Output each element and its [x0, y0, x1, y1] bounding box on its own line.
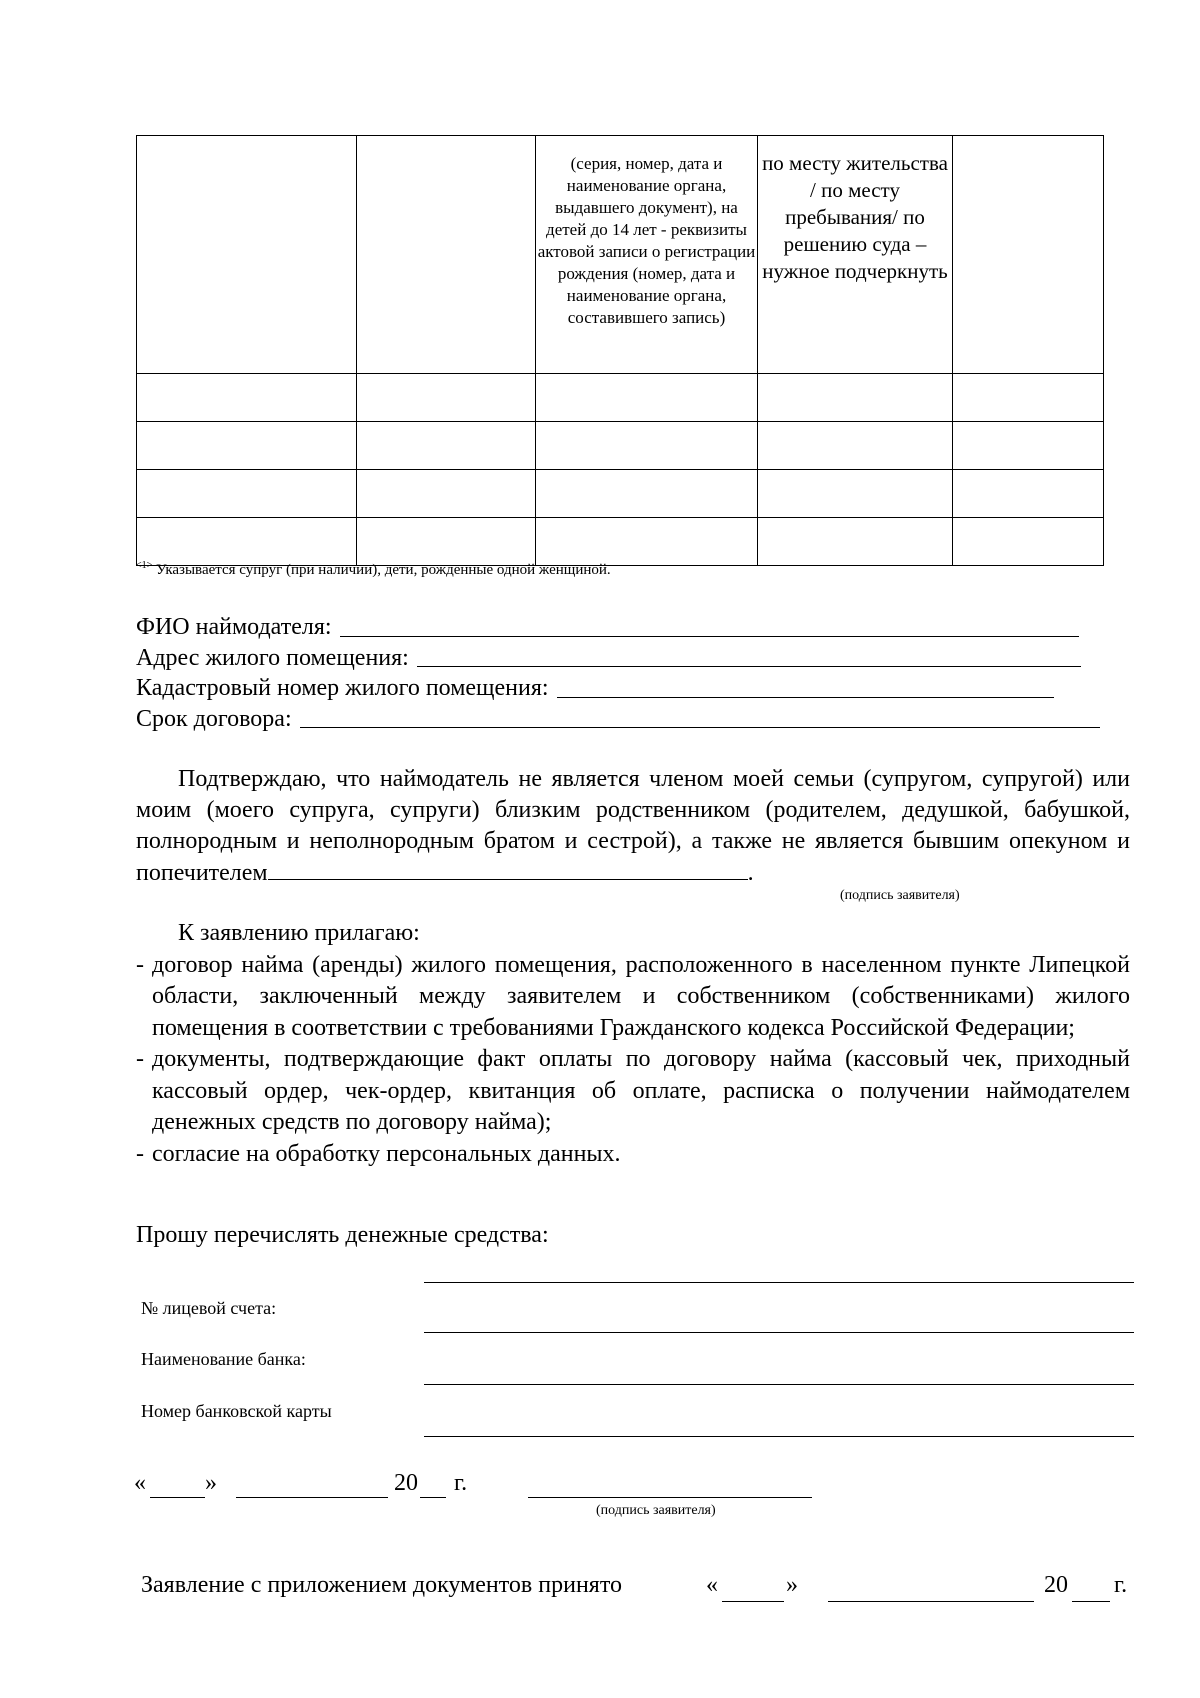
year-field[interactable]: [420, 1497, 446, 1498]
table-cell[interactable]: [536, 470, 758, 518]
bank-field[interactable]: [424, 1384, 1134, 1385]
family-table: [136, 135, 1104, 566]
date-close-quote: »: [205, 1470, 217, 1496]
cadastral-label: Кадастровый номер жилого помещения:: [136, 675, 549, 701]
bank-label: Наименование банка:: [141, 1349, 306, 1369]
table-cell[interactable]: [536, 374, 758, 422]
accepted-close-quote: »: [786, 1572, 798, 1598]
accepted-year-suffix: г.: [1114, 1572, 1128, 1598]
account-field[interactable]: [424, 1332, 1134, 1333]
address-field[interactable]: [417, 666, 1081, 667]
date-open-quote: «: [134, 1470, 146, 1496]
table-cell[interactable]: [137, 422, 357, 470]
table-header-row: [137, 136, 1104, 374]
table-cell: [357, 136, 536, 374]
table-cell[interactable]: [357, 422, 536, 470]
applicant-signature-field[interactable]: [528, 1497, 812, 1498]
table-row: [137, 470, 1104, 518]
table-cell[interactable]: [137, 518, 357, 566]
accepted-year-field[interactable]: [1072, 1601, 1110, 1602]
confirmation-end: .: [747, 859, 754, 886]
card-field[interactable]: [424, 1436, 1134, 1437]
month-field[interactable]: [236, 1497, 388, 1498]
date-year-suffix: г.: [454, 1470, 468, 1496]
landlord-fields: [136, 612, 1100, 734]
table-header-registration: по месту жительства / по месту пребывания/ по решению суда – нужное подчеркнуть: [758, 136, 953, 374]
payment-line[interactable]: [424, 1282, 1134, 1283]
table-cell[interactable]: [953, 470, 1104, 518]
date-century: 20: [394, 1470, 418, 1496]
footnote: [136, 560, 611, 579]
table-cell[interactable]: [953, 422, 1104, 470]
table-cell[interactable]: [758, 518, 953, 566]
table-header-document-details: (серия, номер, дата и наименование органа, выдавшего документ), на детей до 14 лет - реквизиты актовой записи о регистрации рождения (номер, дата и наименование органа, составившего запись): [536, 136, 758, 374]
table-cell: [137, 136, 357, 374]
table-cell[interactable]: [758, 422, 953, 470]
table-cell[interactable]: [536, 518, 758, 566]
table-row: [137, 374, 1104, 422]
attachments-intro: К заявлению прилагаю:: [178, 920, 420, 946]
day-field[interactable]: [150, 1497, 205, 1498]
list-item: - договор найма (аренды) жилого помещения, расположенного в населенном пункте Липецкой области, заключенный между заявителем и собственником (собственниками) жилого помещения в соответствии с требованиями Гражданского кодекса Российской Федерации;: [136, 951, 1130, 1041]
attachments-list: [136, 918, 1130, 1170]
landlord-name-field[interactable]: [340, 636, 1079, 637]
accepted-day-field[interactable]: [722, 1601, 784, 1602]
table-cell[interactable]: [758, 374, 953, 422]
footnote-text: Указывается супруг (при наличии), дети, рожденные одной женщиной.: [156, 562, 611, 578]
term-label: Срок договора:: [136, 705, 292, 732]
table-row: [137, 422, 1104, 470]
confirmation-paragraph: [136, 764, 1130, 889]
accepted-century: 20: [1044, 1572, 1068, 1598]
term-field[interactable]: [300, 727, 1100, 728]
accepted-text: Заявление с приложением документов принято: [141, 1572, 623, 1598]
table-cell[interactable]: [357, 374, 536, 422]
accepted-month-field[interactable]: [828, 1601, 1034, 1602]
table-cell[interactable]: [953, 518, 1104, 566]
address-label: Адрес жилого помещения:: [136, 644, 409, 671]
applicant-signature-caption: (подпись заявителя): [596, 1503, 716, 1518]
list-item: - согласие на обработку персональных данных.: [136, 1140, 621, 1167]
card-label: Номер банковской карты: [141, 1401, 332, 1421]
account-label: № лицевой счета:: [141, 1298, 277, 1318]
signature-caption: (подпись заявителя): [840, 888, 960, 903]
accepted-open-quote: «: [706, 1572, 718, 1598]
landlord-name-label: ФИО наймодателя:: [136, 614, 332, 640]
payment-request: Прошу перечислять денежные средства:: [136, 1222, 549, 1248]
table-row: [137, 518, 1104, 566]
table-cell[interactable]: [137, 470, 357, 518]
table-cell[interactable]: [357, 470, 536, 518]
footnote-mark: <1>: [136, 560, 153, 571]
table-cell[interactable]: [536, 422, 758, 470]
table-cell[interactable]: [758, 470, 953, 518]
table-cell[interactable]: [357, 518, 536, 566]
table-cell: [953, 136, 1104, 374]
table-cell[interactable]: [953, 374, 1104, 422]
confirmation-text: Подтверждаю, что наймодатель не является членом моей семьи (супругом, супругой) или моим (моего супруга, супруги) близким родственником (родителем, дедушкой, бабушкой, полнородным и неполнородным братом и сестрой), а также не является бывшим опекуном и попечителем: [136, 766, 1130, 886]
cadastral-field[interactable]: [557, 697, 1054, 698]
list-item: - документы, подтверждающие факт оплаты по договору найма (кассовый чек, приходный кассовый ордер, чек-ордер, квитанция об оплате, расписка о получении наймодателем денежных средств по договору найма);: [136, 1046, 1130, 1135]
table-cell[interactable]: [137, 374, 357, 422]
signature-line[interactable]: [268, 861, 748, 880]
